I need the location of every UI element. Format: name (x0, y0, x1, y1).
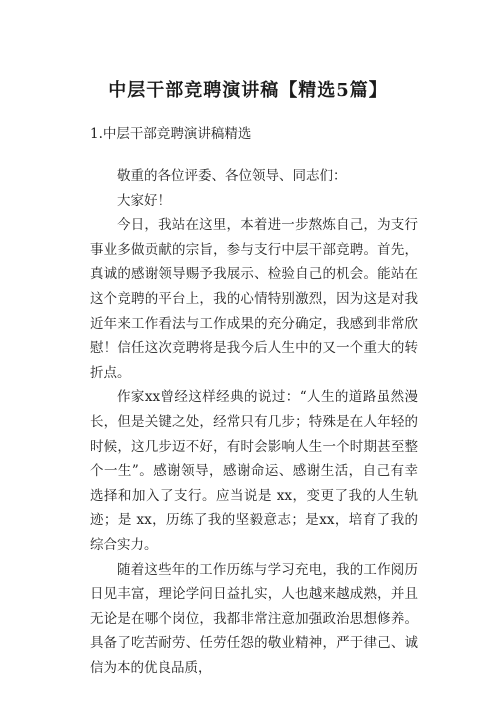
section-heading: 1.中层干部竞聘演讲稿精选 (90, 126, 252, 142)
document-body (90, 164, 418, 680)
paragraph-quote: 作家xx曾经这样经典的说过：“人生的道路虽然漫长，但是关键之处，经常只有几步；特殊是在人年轻的时候，这几步迈不好，有时会影响人生一个时期甚至整个一生”。感谢领导，感谢命运、感谢生活，自己有幸选择和加入了支行。应当说是 xx，变更了我的人生轨迹；是 xx，历练了我的坚毅意志；是xx，培育了我的综合实力。 (90, 389, 418, 553)
document-title: 中层干部竞聘演讲稿【精选5篇】 (108, 80, 388, 101)
paragraph-experience: 随着这些年的工作历练与学习充电，我的工作阅历日见丰富，理论学问日益扎实，人也越来越成熟，并且无论是在哪个岗位，我都非常注意加强政治思想修养。具备了吃苦耐劳、任劳任怨的敬业精神，严于律己、诚信为本的优良品质， (90, 561, 418, 676)
paragraph-introduction: 今日，我站在这里，本着进一步熬炼自己，为支行事业多做贡献的宗旨，参与支行中层干部竞聘。首先，真诚的感谢领导赐予我展示、检验自己的机会。能站在这个竞聘的平台上，我的心情特别激烈，因为这是对我近年来工作看法与工作成果的充分确定，我感到非常欣慰！信任这次竞聘将是我今后人生中的又一个重大的转折点。 (90, 217, 418, 381)
paragraph-salutation: 敬重的各位评委、各位领导、同志们： (117, 168, 347, 184)
paragraph-greeting: 大家好！ (117, 192, 171, 209)
